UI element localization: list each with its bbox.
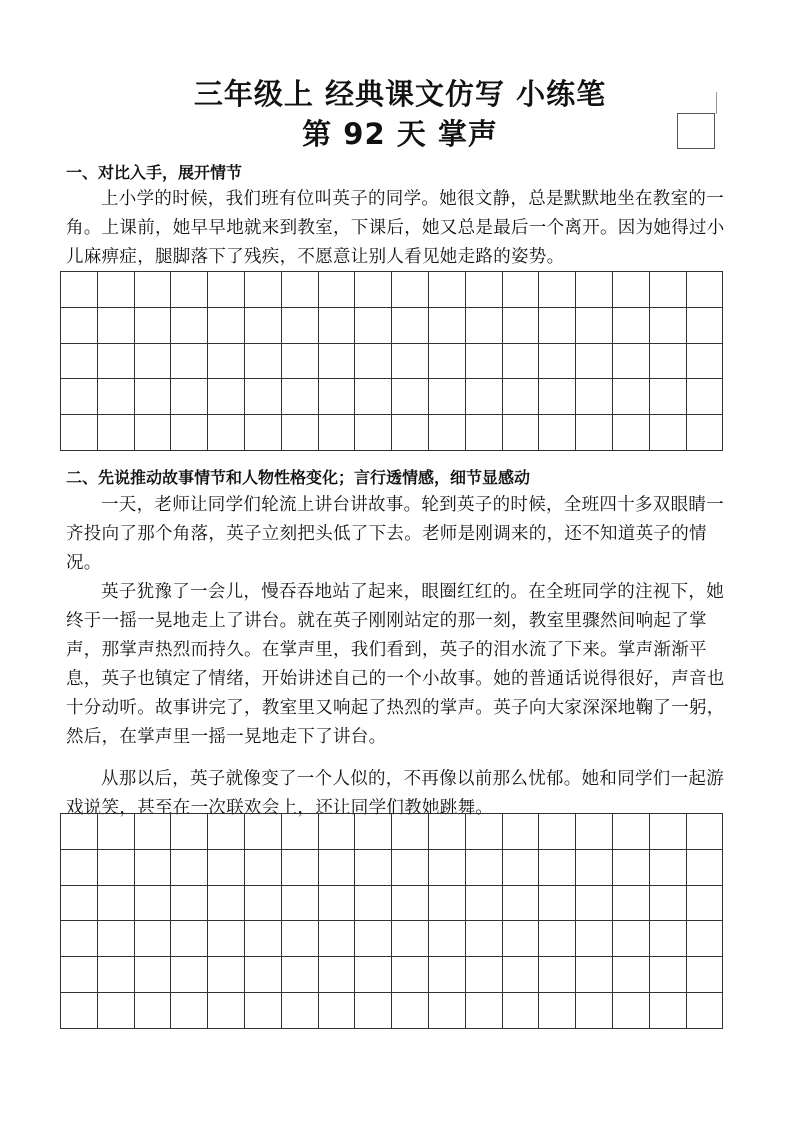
grid-cell[interactable] <box>355 814 392 850</box>
grid-cell[interactable] <box>245 272 282 308</box>
grid-cell[interactable] <box>355 993 392 1029</box>
grid-cell[interactable] <box>355 308 392 344</box>
grid-cell[interactable] <box>650 957 687 993</box>
corner-mark <box>716 92 717 114</box>
grid-cell[interactable] <box>429 886 466 922</box>
page-subtitle: 第 92 天 掌声 <box>302 117 498 151</box>
grid-cell[interactable] <box>466 850 503 886</box>
grid-cell[interactable] <box>135 415 172 451</box>
grid-cell[interactable] <box>687 272 724 308</box>
section2-paragraph-1: 一天，老师让同学们轮流上讲台讲故事。轮到英子的时候，全班四十多双眼睛一齐投向了那个角落，英子立刻把头低了下去。老师是刚调来的，还不知道英子的情况。 <box>66 495 724 573</box>
grid-cell[interactable] <box>61 957 98 993</box>
grid-cell[interactable] <box>245 379 282 415</box>
grid-cell[interactable] <box>429 344 466 380</box>
grid-cell[interactable] <box>319 379 356 415</box>
grid-cell[interactable] <box>392 415 429 451</box>
grid-cell[interactable] <box>503 993 540 1029</box>
grid-cell[interactable] <box>539 379 576 415</box>
grid-cell[interactable] <box>687 308 724 344</box>
grid-cell[interactable] <box>650 921 687 957</box>
grid-cell[interactable] <box>687 344 724 380</box>
grid-cell[interactable] <box>539 272 576 308</box>
grid-cell[interactable] <box>576 850 613 886</box>
grid-cell[interactable] <box>687 415 724 451</box>
grid-cell[interactable] <box>135 993 172 1029</box>
grid-cell[interactable] <box>61 993 98 1029</box>
grid-cell[interactable] <box>61 886 98 922</box>
grid-cell[interactable] <box>135 814 172 850</box>
grid-cell[interactable] <box>171 344 208 380</box>
grid-cell[interactable] <box>98 344 135 380</box>
grid-cell[interactable] <box>392 993 429 1029</box>
grid-cell[interactable] <box>355 415 392 451</box>
section2-heading: 二、先说推动故事情节和人物性格变化；言行透情感，细节显感动 <box>66 468 531 487</box>
grid-cell[interactable] <box>171 993 208 1029</box>
grid-cell[interactable] <box>392 886 429 922</box>
grid-cell[interactable] <box>613 993 650 1029</box>
grid-cell[interactable] <box>171 814 208 850</box>
grid-cell[interactable] <box>135 272 172 308</box>
grid-cell[interactable] <box>392 308 429 344</box>
grid-cell[interactable] <box>650 344 687 380</box>
grid-cell[interactable] <box>61 814 98 850</box>
grid-cell[interactable] <box>650 993 687 1029</box>
grid-cell[interactable] <box>135 379 172 415</box>
grid-cell[interactable] <box>539 993 576 1029</box>
grid-cell[interactable] <box>429 957 466 993</box>
grid-cell[interactable] <box>135 850 172 886</box>
grid-cell[interactable] <box>135 308 172 344</box>
grid-cell[interactable] <box>282 272 319 308</box>
grid-cell[interactable] <box>650 308 687 344</box>
grid-cell[interactable] <box>466 272 503 308</box>
grid-cell[interactable] <box>576 344 613 380</box>
grid-cell[interactable] <box>613 921 650 957</box>
grid-cell[interactable] <box>687 814 724 850</box>
grid-cell[interactable] <box>539 415 576 451</box>
grid-cell[interactable] <box>687 850 724 886</box>
grid-cell[interactable] <box>245 344 282 380</box>
grid-cell[interactable] <box>613 814 650 850</box>
grid-cell[interactable] <box>355 379 392 415</box>
grid-cell[interactable] <box>466 344 503 380</box>
grid-cell[interactable] <box>576 308 613 344</box>
grid-cell[interactable] <box>429 308 466 344</box>
grid-cell[interactable] <box>503 957 540 993</box>
grid-cell[interactable] <box>466 379 503 415</box>
grid-cell[interactable] <box>98 921 135 957</box>
grid-cell[interactable] <box>245 886 282 922</box>
grid-cell[interactable] <box>98 272 135 308</box>
grid-cell[interactable] <box>171 379 208 415</box>
writing-grid-2[interactable] <box>60 813 723 1029</box>
grid-cell[interactable] <box>539 957 576 993</box>
grid-cell[interactable] <box>466 957 503 993</box>
grid-cell[interactable] <box>503 921 540 957</box>
grid-cell[interactable] <box>319 415 356 451</box>
grid-cell[interactable] <box>208 886 245 922</box>
grid-cell[interactable] <box>171 886 208 922</box>
grid-cell[interactable] <box>208 814 245 850</box>
grid-cell[interactable] <box>171 415 208 451</box>
grid-cell[interactable] <box>429 814 466 850</box>
grid-cell[interactable] <box>98 886 135 922</box>
grid-cell[interactable] <box>282 814 319 850</box>
grid-cell[interactable] <box>282 886 319 922</box>
grid-cell[interactable] <box>282 921 319 957</box>
grid-cell[interactable] <box>576 272 613 308</box>
grid-cell[interactable] <box>466 993 503 1029</box>
grid-cell[interactable] <box>171 921 208 957</box>
grid-cell[interactable] <box>429 379 466 415</box>
grid-cell[interactable] <box>135 957 172 993</box>
grid-cell[interactable] <box>576 379 613 415</box>
grid-cell[interactable] <box>650 814 687 850</box>
grid-cell[interactable] <box>429 850 466 886</box>
grid-cell[interactable] <box>245 921 282 957</box>
grid-cell[interactable] <box>319 886 356 922</box>
grid-cell[interactable] <box>208 921 245 957</box>
grid-cell[interactable] <box>503 886 540 922</box>
grid-cell[interactable] <box>392 814 429 850</box>
grid-cell[interactable] <box>392 344 429 380</box>
grid-cell[interactable] <box>319 957 356 993</box>
writing-grid-1[interactable] <box>60 271 723 451</box>
grid-cell[interactable] <box>613 886 650 922</box>
grid-cell[interactable] <box>98 993 135 1029</box>
grid-cell[interactable] <box>245 308 282 344</box>
grid-cell[interactable] <box>392 957 429 993</box>
grid-cell[interactable] <box>319 308 356 344</box>
grid-cell[interactable] <box>687 957 724 993</box>
grid-cell[interactable] <box>319 272 356 308</box>
grid-cell[interactable] <box>245 814 282 850</box>
grid-cell[interactable] <box>319 344 356 380</box>
section1-paragraph: 上小学的时候，我们班有位叫英子的同学。她很文静，总是默默地坐在教室的一角。上课前，她早早地就来到教室，下课后，她又总是最后一个离开。因为她得过小儿麻痹症，腿脚落下了残疾，不愿意让别人看见她走路的姿势。 <box>66 189 725 267</box>
grid-cell[interactable] <box>208 344 245 380</box>
section1-heading: 一、对比入手，展开情节 <box>66 163 243 182</box>
grid-cell[interactable] <box>245 957 282 993</box>
grid-cell[interactable] <box>503 814 540 850</box>
grid-cell[interactable] <box>282 308 319 344</box>
grid-cell[interactable] <box>687 886 724 922</box>
grid-cell[interactable] <box>282 344 319 380</box>
grid-cell[interactable] <box>208 850 245 886</box>
grid-cell[interactable] <box>650 886 687 922</box>
grid-cell[interactable] <box>687 993 724 1029</box>
grid-cell[interactable] <box>61 344 98 380</box>
grid-cell[interactable] <box>98 850 135 886</box>
grid-cell[interactable] <box>576 921 613 957</box>
grid-cell[interactable] <box>613 957 650 993</box>
grid-cell[interactable] <box>429 921 466 957</box>
grid-cell[interactable] <box>539 814 576 850</box>
grid-cell[interactable] <box>613 415 650 451</box>
grid-cell[interactable] <box>392 921 429 957</box>
grid-cell[interactable] <box>429 272 466 308</box>
grid-cell[interactable] <box>282 957 319 993</box>
section2-paragraph-3: 从那以后，英子就像变了一个人似的，不再像以前那么忧郁。她和同学们一起游戏说笑，甚至在一次联欢会上，还让同学们教她跳舞。 <box>66 769 724 818</box>
grid-cell[interactable] <box>576 814 613 850</box>
grid-cell[interactable] <box>171 850 208 886</box>
grid-cell[interactable] <box>650 272 687 308</box>
grid-cell[interactable] <box>503 344 540 380</box>
grid-cell[interactable] <box>539 850 576 886</box>
grid-cell[interactable] <box>171 957 208 993</box>
grid-cell[interactable] <box>355 957 392 993</box>
grid-cell[interactable] <box>282 993 319 1029</box>
grid-cell[interactable] <box>319 993 356 1029</box>
grid-cell[interactable] <box>61 272 98 308</box>
grid-cell[interactable] <box>171 308 208 344</box>
grid-cell[interactable] <box>61 415 98 451</box>
grid-cell[interactable] <box>245 415 282 451</box>
grid-cell[interactable] <box>539 344 576 380</box>
grid-cell[interactable] <box>61 308 98 344</box>
grid-cell[interactable] <box>503 850 540 886</box>
grid-cell[interactable] <box>355 344 392 380</box>
grid-cell[interactable] <box>503 379 540 415</box>
grid-cell[interactable] <box>503 415 540 451</box>
grid-cell[interactable] <box>576 886 613 922</box>
grid-cell[interactable] <box>576 415 613 451</box>
grid-cell[interactable] <box>466 308 503 344</box>
grid-cell[interactable] <box>319 921 356 957</box>
grid-cell[interactable] <box>208 415 245 451</box>
grid-cell[interactable] <box>282 850 319 886</box>
grid-cell[interactable] <box>392 272 429 308</box>
section2-paragraph-2: 英子犹豫了一会儿，慢吞吞地站了起来，眼圈红红的。在全班同学的注视下，她终于一摇一晃地走上了讲台。就在英子刚刚站定的那一刻，教室里骤然间响起了掌声，那掌声热烈而持久。在掌声里，我们看到，英子的泪水流了下来。掌声渐渐平息，英子也镇定了情绪，开始讲述自己的一个小故事。她的普通话说得很好，声音也十分动听。故事讲完了，教室里又响起了热烈的掌声。英子向大家深深地鞠了一躬，然后，在掌声里一摇一晃地走下了讲台。 <box>66 582 725 747</box>
grid-cell[interactable] <box>539 308 576 344</box>
grid-cell[interactable] <box>576 957 613 993</box>
grid-cell[interactable] <box>208 957 245 993</box>
grid-cell[interactable] <box>613 272 650 308</box>
grid-cell[interactable] <box>98 957 135 993</box>
grid-cell[interactable] <box>282 415 319 451</box>
grid-cell[interactable] <box>319 814 356 850</box>
grid-cell[interactable] <box>613 850 650 886</box>
grid-cell[interactable] <box>355 921 392 957</box>
grid-cell[interactable] <box>98 308 135 344</box>
grid-cell[interactable] <box>392 379 429 415</box>
grid-cell[interactable] <box>98 814 135 850</box>
grid-cell[interactable] <box>208 993 245 1029</box>
grid-cell[interactable] <box>98 415 135 451</box>
grid-cell[interactable] <box>245 850 282 886</box>
page-title: 三年级上 经典课文仿写 小练笔 <box>193 77 607 111</box>
grid-cell[interactable] <box>466 415 503 451</box>
grid-cell[interactable] <box>539 886 576 922</box>
grid-cell[interactable] <box>98 379 135 415</box>
grid-cell[interactable] <box>466 814 503 850</box>
grid-cell[interactable] <box>208 272 245 308</box>
grid-cell[interactable] <box>613 344 650 380</box>
grid-cell[interactable] <box>135 886 172 922</box>
grid-cell[interactable] <box>135 344 172 380</box>
grid-cell[interactable] <box>61 379 98 415</box>
grid-cell[interactable] <box>687 379 724 415</box>
grid-cell[interactable] <box>687 921 724 957</box>
grid-cell[interactable] <box>208 308 245 344</box>
grid-cell[interactable] <box>245 993 282 1029</box>
score-box <box>677 113 715 149</box>
grid-cell[interactable] <box>650 415 687 451</box>
grid-cell[interactable] <box>355 272 392 308</box>
grid-cell[interactable] <box>650 379 687 415</box>
grid-cell[interactable] <box>429 993 466 1029</box>
grid-cell[interactable] <box>61 850 98 886</box>
grid-cell[interactable] <box>650 850 687 886</box>
grid-cell[interactable] <box>135 921 172 957</box>
grid-cell[interactable] <box>171 272 208 308</box>
grid-cell[interactable] <box>392 850 429 886</box>
grid-cell[interactable] <box>466 886 503 922</box>
grid-cell[interactable] <box>539 921 576 957</box>
grid-cell[interactable] <box>503 308 540 344</box>
grid-cell[interactable] <box>319 850 356 886</box>
grid-cell[interactable] <box>282 379 319 415</box>
grid-cell[interactable] <box>613 379 650 415</box>
grid-cell[interactable] <box>61 921 98 957</box>
grid-cell[interactable] <box>503 272 540 308</box>
grid-cell[interactable] <box>429 415 466 451</box>
grid-cell[interactable] <box>208 379 245 415</box>
grid-cell[interactable] <box>466 921 503 957</box>
grid-cell[interactable] <box>355 886 392 922</box>
grid-cell[interactable] <box>576 993 613 1029</box>
grid-cell[interactable] <box>613 308 650 344</box>
grid-cell[interactable] <box>355 850 392 886</box>
